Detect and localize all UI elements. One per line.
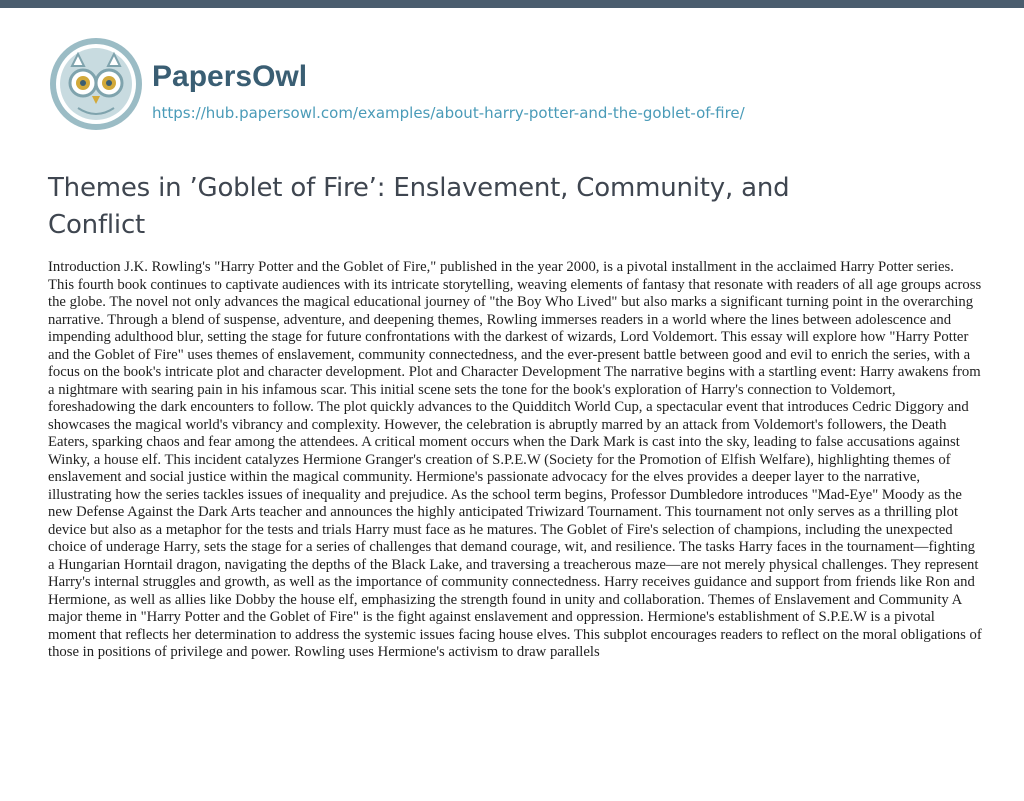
top-divider: [0, 0, 1024, 8]
page-url-link[interactable]: https://hub.papersowl.com/examples/about-harry-potter-and-the-goblet-of-fire/: [152, 104, 745, 122]
brand-block: [152, 62, 745, 122]
page-title: Themes in ’Goblet of Fire’: Enslavement, Community, and Conflict: [48, 173, 790, 240]
owl-icon[interactable]: [48, 36, 144, 132]
brand-name[interactable]: PapersOwl: [152, 60, 308, 93]
site-header: [48, 36, 745, 146]
article-body: Introduction J.K. Rowling's "Harry Potter and the Goblet of Fire," published in the year 2000, is a pivotal installment in the acclaimed Harry Potter series. This fourth book continues to captivate audiences with its intricate storytelling, weaving elements of fantasy that resonate with readers of all age groups across the globe. The novel not only advances the magical educational journey of "the Boy Who Lived" but also marks a significant turning point in the overarching narrative. Through a blend of suspense, adventure, and deepening themes, Rowling immerses readers in a world where the lines between adolescence and impending adulthood blur, setting the stage for future confrontations with the darkest of wizards, Lord Voldemort. This essay will explore how "Harry Potter and the Goblet of Fire" uses themes of enslavement, community connectedness, and the ever-present battle between good and evil to enrich the series, with a focus on the book's intricate plot and character development. Plot and Character Development The narrative begins with a startling event: Harry awakens from a nightmare with searing pain in his infamous scar. This initial scene sets the tone for the book's exploration of Harry's connection to Voldemort, foreshadowing the dark encounters to follow. The plot quickly advances to the Quidditch World Cup, a spectacular event that introduces Cedric Diggory and showcases the magical world's vibrancy and complexity. However, the celebration is abruptly marred by an attack from Voldemort's followers, the Death Eaters, sparking chaos and fear among the attendees. A critical moment occurs when the Dark Mark is cast into the sky, leading to false accusations against Winky, a house elf. This incident catalyzes Hermione Granger's creation of S.P.E.W (Society for the Promotion of Elfish Welfare), highlighting themes of enslavement and social justice within the magical community. Hermione's passionate advocacy for the elves provides a deeper layer to the narrative, illustrating how the series tackles issues of inequality and prejudice. As the school term begins, Professor Dumbledore introduces "Mad-Eye" Moody as the new Defense Against the Dark Arts teacher and announces the highly anticipated Triwizard Tournament. This tournament not only serves as a thrilling plot device but also as a metaphor for the tests and trials Harry must face as he matures. The Goblet of Fire's selection of champions, including the unexpected choice of underage Harry, sets the stage for a series of challenges that demand courage, wit, and resilience. The tasks Harry faces in the tournament—fighting a Hungarian Horntail dragon, navigating the depths of the Black Lake, and traversing a treacherous maze—are not merely physical challenges. They represent Harry's internal struggles and growth, as well as the importance of community connectedness. Harry receives guidance and support from friends like Ron and Hermione, as well as allies like Dobby the house elf, emphasizing the strength found in unity and collaboration. Themes of Enslavement and Community A major theme in "Harry Potter and the Goblet of Fire" is the fight against enslavement and oppression. Hermione's establishment of S.P.E.W is a pivotal moment that reflects her determination to address the systemic issues facing house elves. This subplot encourages readers to reflect on the moral obligations of those in positions of privilege and power. Rowling uses Hermione's activism to draw parallels: [48, 259, 982, 660]
